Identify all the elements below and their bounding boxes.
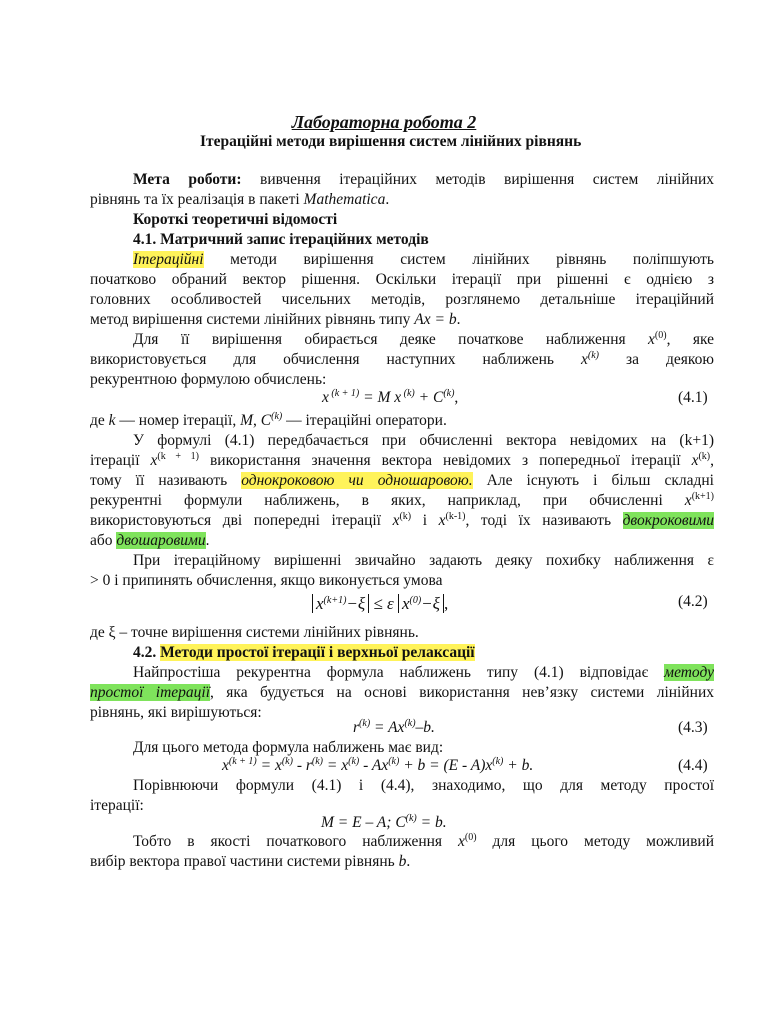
s41-p3-line-4: рекурентні формули наближень, в яких, наприклад, при обчисленні $x^{(k+1)}$ (90, 491, 714, 509)
s41-p2-line-1: Для її вирішення обирається деяке початкове наближення $x^{(0)}$, яке (133, 330, 715, 348)
s41-p1-line-4: метод вирішення системи лінійних рівнянь типу Ax = b. (90, 311, 461, 328)
s41-where-1: де k — номер ітерації, M, $C^{(k)}$ — ітераційні оператори. (90, 411, 447, 429)
highlight-two-step: двокроковими (622, 512, 714, 529)
equation-4-3: $r^{(k)} = Ax^{(k)}-b$. (353, 718, 435, 736)
highlight-method: методу (664, 664, 714, 681)
s41-p3-line-1: У формулі (4.1) передбачається при обчисленні вектора невідомих на (k+1) (133, 432, 714, 449)
goal-line-2: рівнянь та їх реалізація в пакеті Mathematica. (90, 191, 390, 208)
s42-p4-line-1: Тобто в якості початкового наближення $x^{(0)}$ для цього методу можливий (133, 832, 714, 850)
section-4-2-heading: 4.2. Методи простої ітерації і верхньої релаксації (133, 644, 475, 661)
equation-4-2: $x^{(k+1)}-\xi \le \varepsilon$ $x^{(0)}-\xi$ , (312, 591, 448, 617)
page-title: Лабораторна робота 2 (291, 112, 477, 132)
equation-number-4-4: (4.4) (678, 757, 708, 774)
goal-line-1: Мета роботи: вивчення ітераційних методів вирішення систем лінійних (133, 171, 715, 188)
equation-4-4: $x^{(k + 1)} = x^{(k)} - r^{(k)} = x^{(k)} - Ax^{(k)} + b = (E - A)x^{(k)} + b$. (222, 756, 534, 774)
equation-number-4-3: (4.3) (678, 719, 708, 736)
s42-p3-line-2: ітерації: (90, 797, 144, 814)
s41-p4-line-2: > 0 і припинять обчислення, якщо виконується умова (90, 572, 443, 589)
s41-p1-line-1: Ітераційні методи вирішення систем лінійних рівнянь поліпшують (133, 251, 714, 268)
page-subtitle: Ітераційні методи вирішення систем лінійних рівнянь (200, 133, 582, 150)
s42-p2: Для цього метода формула наближень має вид: (133, 739, 444, 756)
s41-p3-line-2: ітерації $x^{(k + 1)}$ використання значення вектора невідомих з попередньої ітерації $x^{(k)}$, (90, 451, 714, 469)
highlight-iterative: Ітераційні (133, 251, 204, 268)
theory-heading: Короткі теоретичні відомості (133, 211, 338, 228)
goal-label: Мета роботи: (133, 171, 242, 188)
s42-p3-line-1: Порівнюючи формули (4.1) і (4.4), знаходимо, що для методу простої (133, 777, 714, 794)
s41-p2-line-2: використовується для обчислення наступних наближень $x^{(k)}$ за деякою (90, 350, 714, 368)
s41-p3-line-6: або двошаровими. (90, 532, 210, 549)
s41-where-2: де ξ – точне вирішення системи лінійних рівнянь. (90, 624, 419, 641)
section-4-1-heading: 4.1. Матричний запис ітераційних методів (133, 231, 429, 248)
equation-number-4-1: (4.1) (678, 389, 708, 406)
highlight-section-4-2: Методи простої ітерації і верхньої релаксації (160, 644, 475, 661)
highlight-two-layer: двошаровими (116, 532, 206, 549)
s41-p2-line-3: рекурентною формулою обчислень: (90, 371, 327, 388)
highlight-simple-iteration: простої ітерації (90, 684, 211, 701)
equation-number-4-2: (4.2) (678, 593, 708, 610)
equation-4-1: x $^{(k + 1)}$ = M x $^{(k)} + C^{(k)}$, (322, 388, 459, 406)
s42-p1-line-3: рівнянь, які вирішуються: (90, 704, 262, 721)
s41-p3-line-5: використовуються дві попередні ітерації $x^{(k)}$ і $x^{(k-1)}$, тоді їх називають двокроковими (90, 511, 714, 529)
s42-p1-line-1: Найпростіша рекурентна формула наближень типу (4.1) відповідає методу (133, 664, 714, 681)
s41-p1-line-2: початково обраний вектор рішення. Оскільки ітерації при рішенні є однією з (90, 271, 714, 288)
s42-p1-line-2: простої ітерації, яка будується на основі використання нев’язку системи лінійних (90, 684, 714, 701)
s42-p4-line-2: вибір вектора правої частини системи рівнянь b. (90, 853, 411, 870)
s41-p1-line-3: головних особливостей чисельних методів, розглянемо детальніше ітераційний (90, 291, 714, 308)
s41-p3-line-3: тому її називають однокроковою чи одношаровою. Але існують і більш складні (90, 472, 714, 489)
s41-p4-line-1: При ітераційному вирішенні звичайно задають деяку похибку наближення ε (133, 552, 714, 569)
equation-simple-iteration: M = E – A; $C^{(k)} = b$. (321, 813, 447, 831)
highlight-single-step: однокроковою чи одношаровою. (241, 472, 473, 489)
